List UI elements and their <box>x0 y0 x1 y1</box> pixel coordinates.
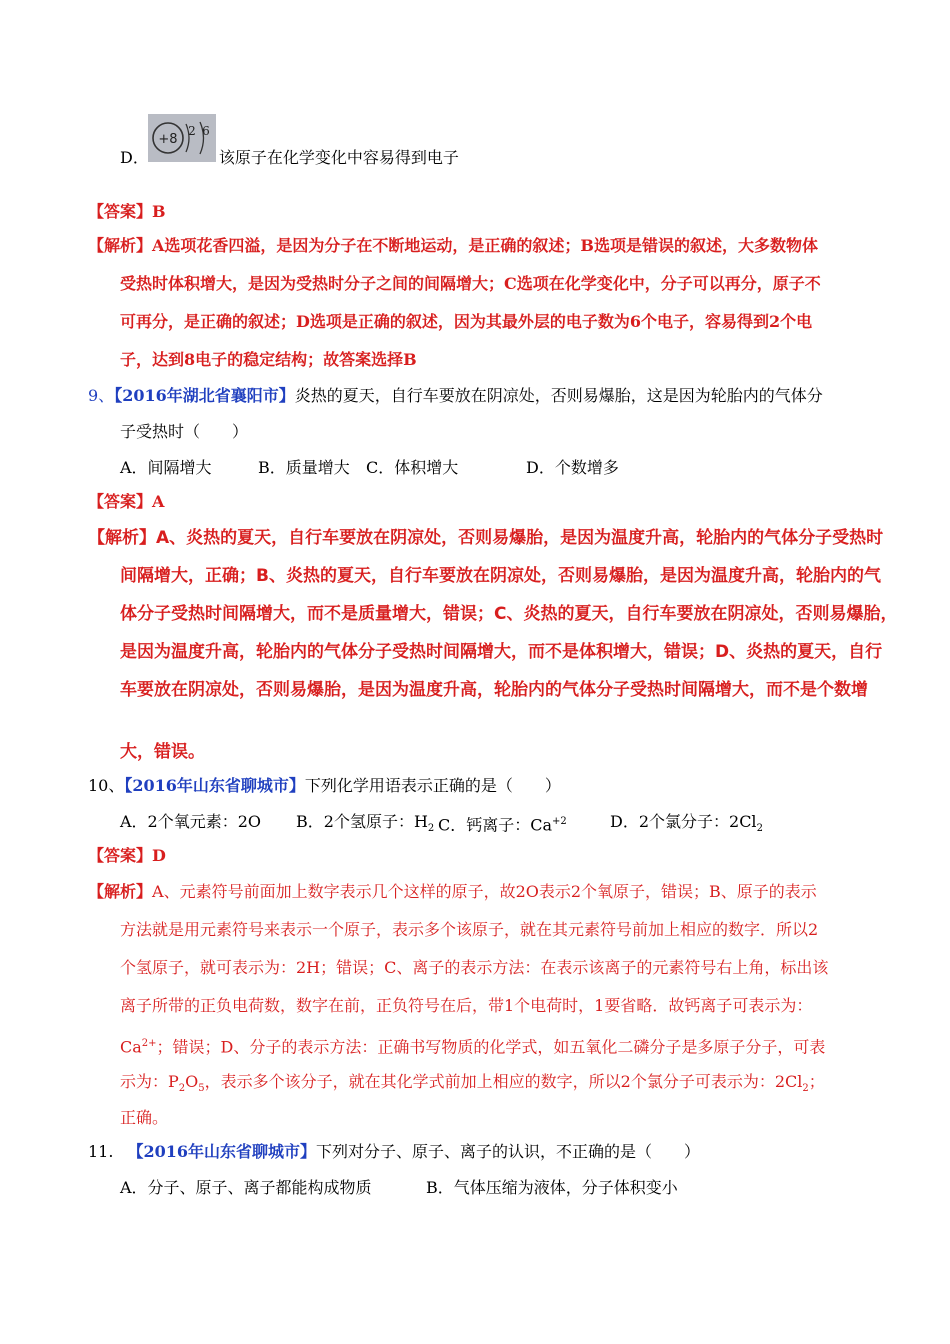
subscript: 2 <box>178 1083 186 1095</box>
q10-answer <box>88 844 166 868</box>
answer-tag: 【答案】 <box>88 492 153 511</box>
q10-analysis-line-6 <box>120 1070 825 1101</box>
q8-analysis-line-3: 可再分，是正确的叙述；D选项是正确的叙述，因为其最外层的电子数为6个电子，容易得到2个电 <box>120 312 813 331</box>
q11-option-a: A．分子、原子、离子都能构成物质 <box>120 1178 372 1197</box>
q8-option-d-label: D． <box>120 148 149 167</box>
q10-analysis-line-4: 离子所带的正负电荷数，数字在前，正负符号在后，带1个电荷时，1要省略．故钙离子可表示为： <box>120 996 813 1015</box>
formula-text: O <box>185 1072 199 1091</box>
q10-option-b <box>296 810 434 841</box>
superscript: 2+ <box>141 1038 157 1049</box>
superscript: +2 <box>552 816 567 827</box>
analysis-text: 示为：P <box>120 1072 179 1091</box>
q9-stem-line-2: 子受热时（ ） <box>120 422 249 441</box>
q11-number: 11. <box>88 1142 114 1161</box>
q9-analysis-line-5: 车要放在阴凉处，否则易爆胎，是因为温度升高，轮胎内的气体分子受热时间隔增大，而不是个数增 <box>120 680 868 700</box>
analysis-tag: 【解析】 <box>88 882 153 901</box>
q8-option-d <box>120 146 459 170</box>
q9-analysis-line-4: 是因为温度升高，轮胎内的气体分子受热时间隔增大，而不是体积增大，错误；D、炎热的夏天，自行 <box>120 642 883 662</box>
answer-tag: 【答案】 <box>88 846 153 865</box>
q11-stem-text: 下列对分子、原子、离子的认识，不正确的是（ ） <box>316 1142 701 1161</box>
q10-analysis-line-3: 个氢原子，就可表示为：2H；错误；C、离子的表示方法：在表示该离子的元素符号右上角，标出该 <box>120 958 829 977</box>
q10-option-d <box>610 810 763 841</box>
q11-stem <box>88 1140 700 1164</box>
analysis-tag: 【解析】 <box>88 236 153 255</box>
q10-analysis-line-1 <box>88 880 817 904</box>
q8-analysis-line-1 <box>88 234 818 258</box>
option-text: C．钙离子：Ca <box>438 815 553 835</box>
q9-option-b: B．质量增大 <box>258 458 350 477</box>
q10-analysis-line-2: 方法就是用元素符号来表示一个原子，表示多个该原子，就在其元素符号前加上相应的数字．所以2 <box>120 920 819 939</box>
q9-analysis-line-6: 大，错误。 <box>120 742 205 762</box>
option-text: B．2个氢原子：H <box>296 812 428 831</box>
subscript: 2 <box>756 823 763 835</box>
q8-answer <box>88 200 166 224</box>
nucleus-charge: +8 <box>158 132 178 147</box>
q10-analysis-line-7: 正确。 <box>120 1108 169 1127</box>
q9-analysis-line-1 <box>88 526 883 550</box>
analysis-text: A、元素符号前面加上数字表示几个这样的原子，故2O表示2个氧原子，错误；B、原子的表示 <box>152 882 817 901</box>
q9-source: 【2016年湖北省襄阳市】 <box>114 386 295 405</box>
q9-option-d: D．个数增多 <box>526 458 619 477</box>
analysis-text: ，表示多个该分子，就在其化学式前加上相应的数字，所以2个氯分子可表示为：2Cl <box>204 1072 803 1091</box>
subscript: 2 <box>427 823 435 835</box>
q10-stem-text: 下列化学用语表示正确的是（ ） <box>304 776 561 795</box>
analysis-text: A、炎热的夏天，自行车要放在阴凉处，否则易爆胎，是因为温度升高，轮胎内的气体分子受热时 <box>156 528 884 548</box>
subscript: 5 <box>198 1083 205 1095</box>
analysis-text: A选项花香四溢，是因为分子在不断地运动，是正确的叙述；B选项是错误的叙述，大多数物体 <box>152 236 818 255</box>
option-text: D．2个氯分子：2Cl <box>610 812 757 831</box>
shell-2-count: 6 <box>202 124 210 138</box>
q10-option-c <box>438 810 567 837</box>
answer-value: A <box>152 492 165 511</box>
q10-option-a: A．2个氧元素：2O <box>120 812 262 831</box>
q11-source: 【2016年山东省聊城市】 <box>127 1142 316 1161</box>
q9-number: 9、 <box>88 386 115 405</box>
q11-option-b: B．气体压缩为液体，分子体积变小 <box>426 1178 678 1197</box>
formula-text: Ca <box>120 1037 142 1057</box>
answer-value: D <box>152 846 166 865</box>
q8-option-d-text: 该原子在化学变化中容易得到电子 <box>218 148 459 167</box>
analysis-tag: 【解析】 <box>88 528 156 548</box>
q9-stem-line-1 <box>88 384 823 408</box>
q9-analysis-line-3: 体分子受热时间隔增大，而不是质量增大，错误；C、炎热的夏天，自行车要放在阴凉处，否则易爆胎， <box>120 604 898 624</box>
analysis-text: ； <box>808 1072 825 1091</box>
q10-analysis-line-5 <box>120 1032 825 1059</box>
q9-stem-text: 炎热的夏天，自行车要放在阴凉处，否则易爆胎，这是因为轮胎内的气体分 <box>294 386 823 405</box>
q9-option-c: C．体积增大 <box>366 458 459 477</box>
q9-answer <box>88 490 164 514</box>
subscript: 2 <box>802 1083 809 1095</box>
answer-value: B <box>152 202 166 221</box>
q10-stem <box>88 774 561 798</box>
q8-analysis-line-4: 子，达到8电子的稳定结构；故答案选择B <box>120 350 417 369</box>
analysis-text: ；错误；D、分子的表示方法：正确书写物质的化学式，如五氧化二磷分子是多原子分子，可表 <box>156 1037 826 1057</box>
q8-analysis-line-2: 受热时体积增大，是因为受热时分子之间的间隔增大；C选项在化学变化中，分子可以再分，原子不 <box>120 274 821 293</box>
answer-tag: 【答案】 <box>88 202 153 221</box>
shell-1-count: 2 <box>188 124 196 138</box>
q10-number: 10、 <box>88 776 125 795</box>
q10-source: 【2016年山东省聊城市】 <box>124 776 305 795</box>
q9-analysis-line-2: 间隔增大，正确；B、炎热的夏天，自行车要放在阴凉处，否则易爆胎，是因为温度升高，轮胎内的气 <box>120 566 881 586</box>
q9-option-a: A．间隔增大 <box>120 458 212 477</box>
